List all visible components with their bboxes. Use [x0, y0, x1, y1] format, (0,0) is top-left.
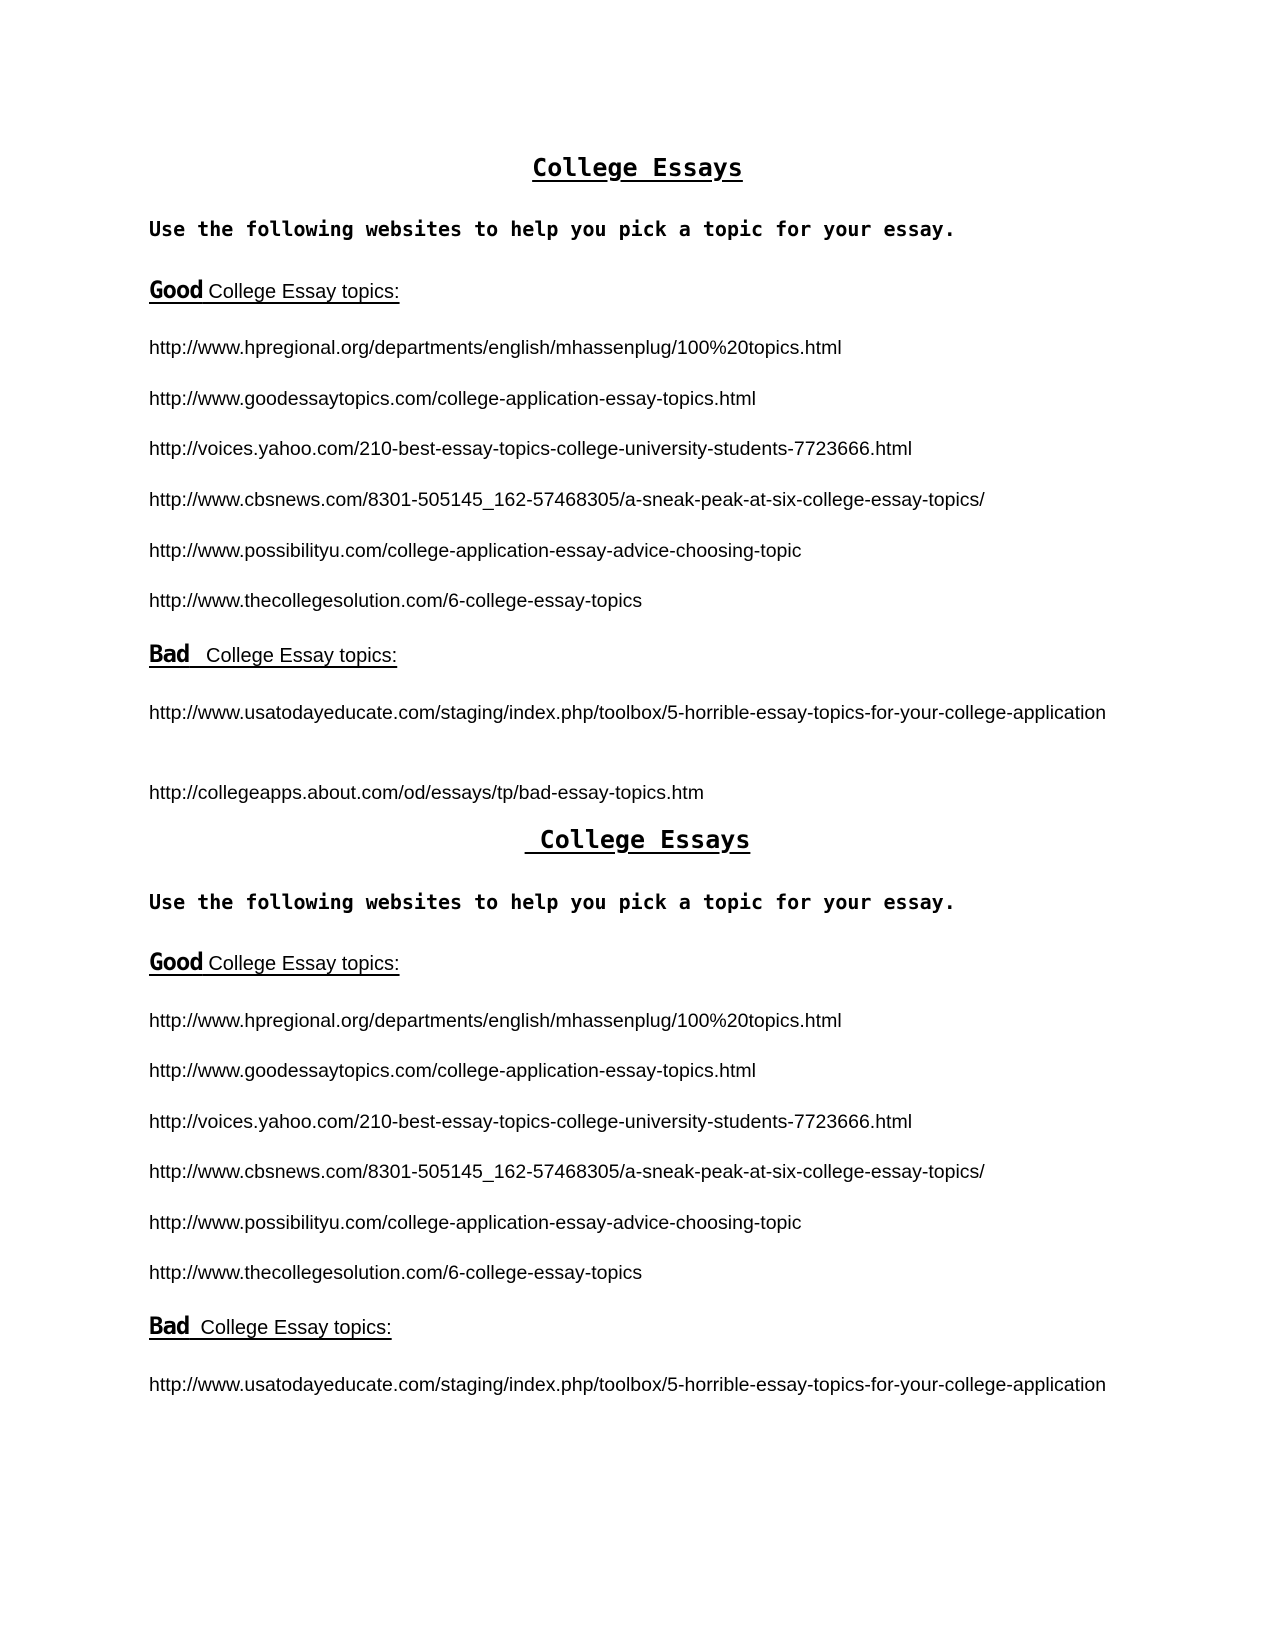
- good-label: Good: [149, 276, 203, 304]
- good-topics-heading: [149, 274, 400, 310]
- good-topic-link[interactable]: http://www.goodessaytopics.com/college-application-essay-topics.html: [149, 388, 756, 410]
- bad-heading-label: College Essay topics:: [189, 645, 398, 667]
- bad-topics-heading: [149, 638, 397, 674]
- good-topic-link[interactable]: http://www.cbsnews.com/8301-505145_162-57468305/a-sneak-peak-at-six-college-essay-topics/: [149, 489, 985, 511]
- good-heading-label: College Essay topics:: [202, 953, 400, 975]
- instruction-text: Use the following websites to help you pick a topic for your essay.: [149, 217, 956, 241]
- bad-topics-heading: [149, 1310, 392, 1346]
- good-topic-link[interactable]: http://www.possibilityu.com/college-application-essay-advice-choosing-topic: [149, 1212, 802, 1234]
- bad-label: Bad: [149, 640, 190, 668]
- bad-topic-link[interactable]: http://www.usatodayeducate.com/staging/index.php/toolbox/5-horrible-essay-topics-for-your-college-application: [149, 702, 1107, 724]
- bad-topic-link[interactable]: http://www.usatodayeducate.com/staging/index.php/toolbox/5-horrible-essay-topics-for-your-college-application: [149, 1374, 1107, 1396]
- good-heading-label: College Essay topics:: [202, 281, 400, 303]
- bad-topic-link[interactable]: http://collegeapps.about.com/od/essays/tp/bad-essay-topics.htm: [149, 782, 704, 804]
- good-topic-link[interactable]: http://www.thecollegesolution.com/6-college-essay-topics: [149, 1262, 643, 1284]
- good-topic-link[interactable]: http://voices.yahoo.com/210-best-essay-topics-college-university-students-7723666.html: [149, 1111, 913, 1133]
- good-topic-link[interactable]: http://www.goodessaytopics.com/college-application-essay-topics.html: [149, 1060, 756, 1082]
- instruction-text: Use the following websites to help you pick a topic for your essay.: [149, 890, 956, 914]
- page-title: College Essays: [524, 825, 751, 854]
- good-topics-heading: [149, 946, 400, 982]
- good-topic-link[interactable]: http://www.cbsnews.com/8301-505145_162-57468305/a-sneak-peak-at-six-college-essay-topics/: [149, 1161, 985, 1183]
- page-title: College Essays: [532, 153, 743, 182]
- good-label: Good: [149, 948, 203, 976]
- good-topic-link[interactable]: http://www.hpregional.org/departments/english/mhassenplug/100%20topics.html: [149, 1010, 842, 1032]
- bad-heading-label: College Essay topics:: [189, 1317, 392, 1339]
- good-topic-link[interactable]: http://voices.yahoo.com/210-best-essay-topics-college-university-students-7723666.html: [149, 438, 913, 460]
- good-topic-link[interactable]: http://www.possibilityu.com/college-application-essay-advice-choosing-topic: [149, 540, 802, 562]
- good-topic-link[interactable]: http://www.hpregional.org/departments/english/mhassenplug/100%20topics.html: [149, 337, 842, 359]
- good-topic-link[interactable]: http://www.thecollegesolution.com/6-college-essay-topics: [149, 590, 643, 612]
- bad-label: Bad: [149, 1312, 190, 1340]
